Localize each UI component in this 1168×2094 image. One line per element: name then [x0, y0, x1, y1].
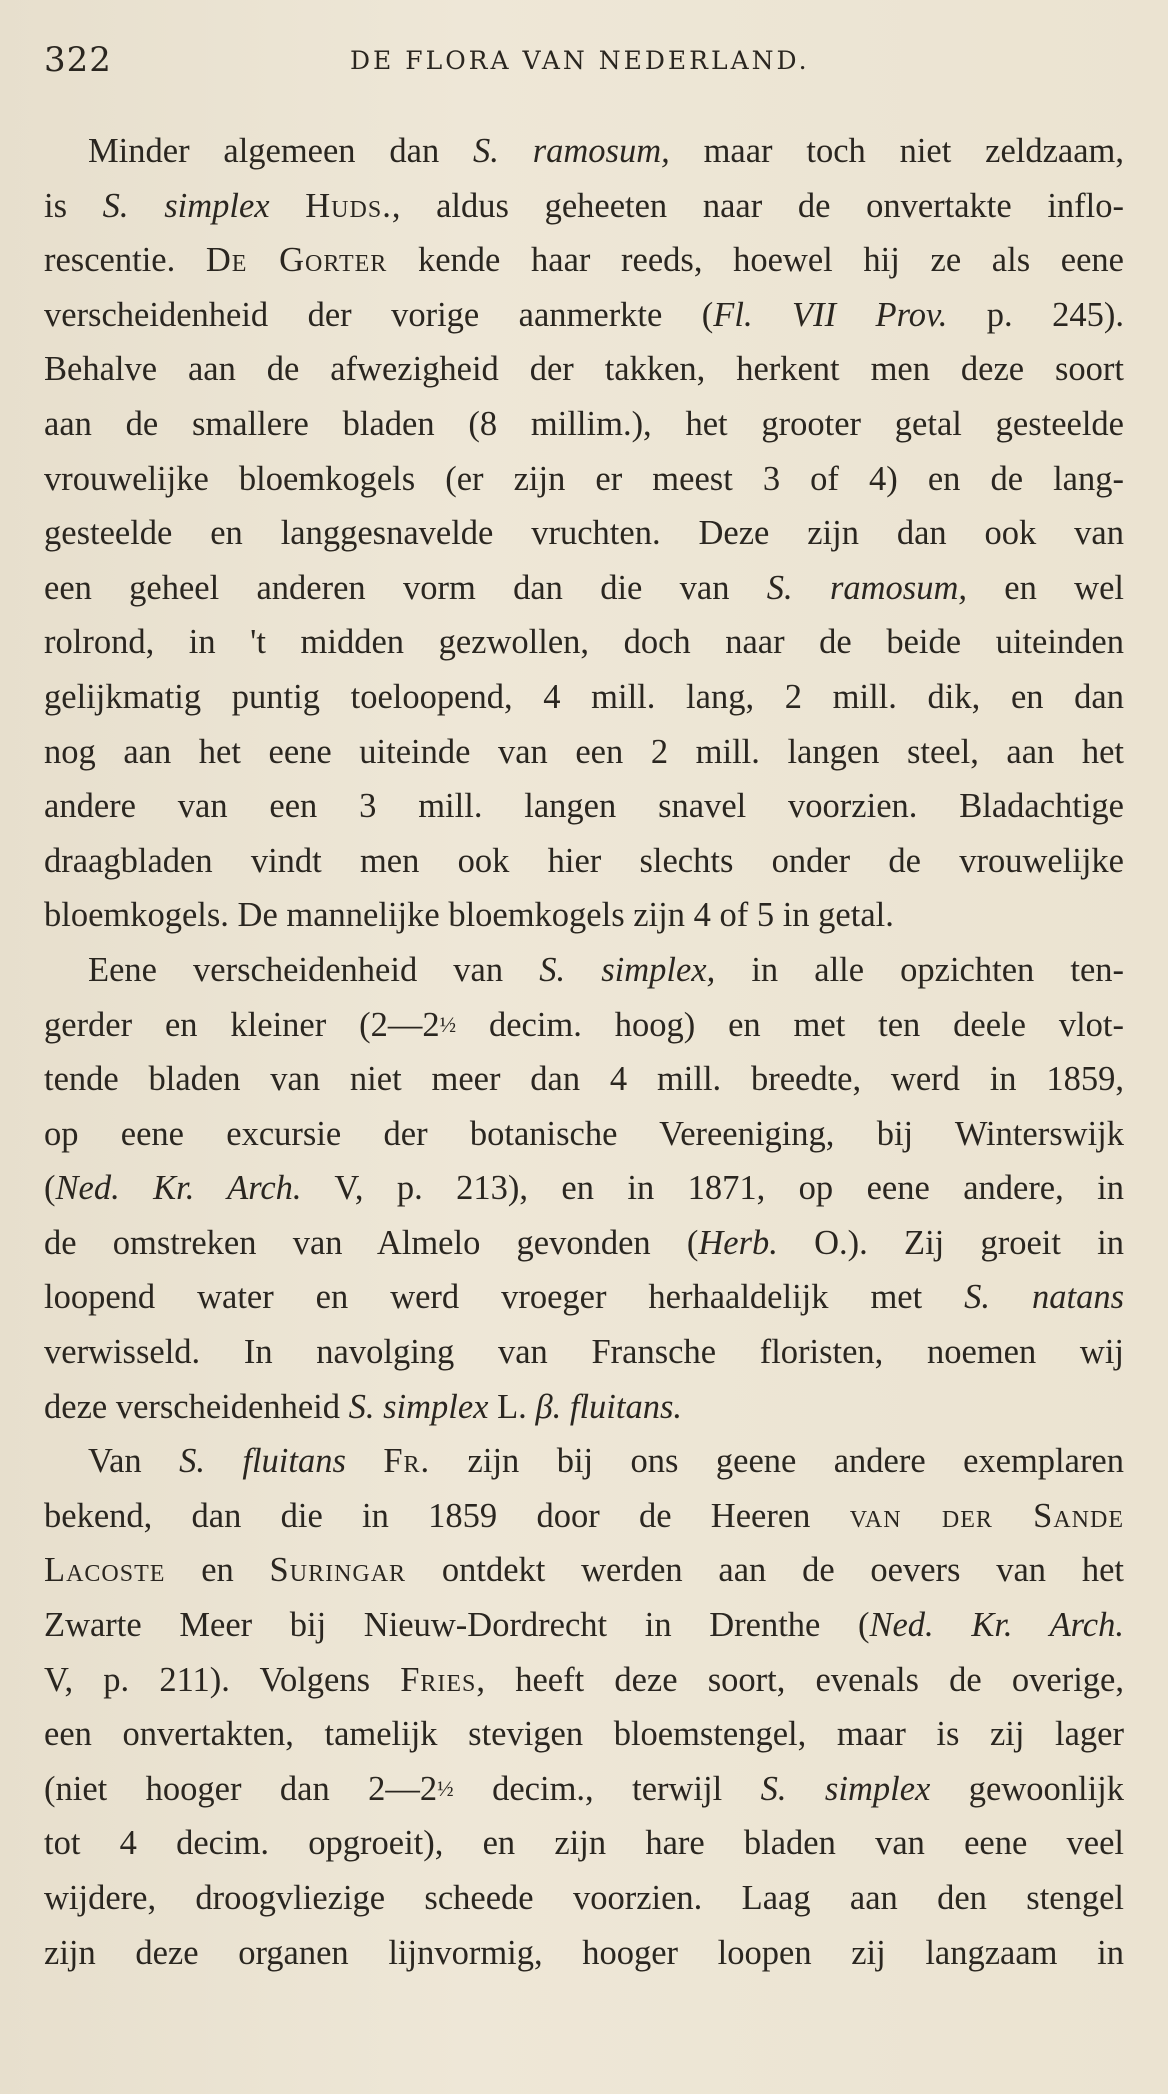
- text-line: vrouwelijke bloemkogels (er zijn er meest 3 of 4) en de lang-: [44, 459, 1124, 498]
- text-line: Behalve aan de afwezigheid der takken, herkent men deze soort: [44, 350, 1124, 389]
- text-line: rescentie. De Gorter kende haar reeds, hoewel hij ze als eene: [44, 241, 1124, 280]
- text-line: verwisseld. In navolging van Fransche floristen, noemen wij: [44, 1333, 1124, 1372]
- text-line: deze verscheidenheid S. simplex L. β. fluitans.: [44, 1387, 683, 1426]
- text-line: aan de smallere bladen (8 millim.), het grooter getal gesteelde: [44, 404, 1124, 443]
- text-line: Minder algemeen dan S. ramosum, maar toch niet zeldzaam,: [88, 132, 1124, 170]
- body-text: [44, 124, 1124, 1980]
- text-line: V, p. 211). Volgens Fries, heeft deze soort, evenals de overige,: [44, 1660, 1124, 1699]
- text-line: loopend water en werd vroeger herhaaldelijk met S. natans: [44, 1278, 1124, 1317]
- text-line: bekend, dan die in 1859 door de Heeren van der Sande: [44, 1496, 1124, 1535]
- text-line: tot 4 decim. opgroeit), en zijn hare bladen van eene veel: [44, 1824, 1124, 1863]
- text-line: tende bladen van niet meer dan 4 mill. breedte, werd in 1859,: [44, 1060, 1124, 1099]
- text-line: gesteelde en langgesnavelde vruchten. Deze zijn dan ook van: [44, 514, 1124, 553]
- text-line: wijdere, droogvliezige scheede voorzien. Laag aan den stengel: [44, 1879, 1124, 1917]
- text-line: gelijkmatig puntig toeloopend, 4 mill. lang, 2 mill. dik, en dan: [44, 677, 1124, 716]
- text-line: een onvertakten, tamelijk stevigen bloemstengel, maar is zij lager: [44, 1715, 1124, 1754]
- text-line: draagbladen vindt men ook hier slechts onder de vrouwelijke: [44, 841, 1124, 880]
- text-line: (Ned. Kr. Arch. V, p. 213), en in 1871, op eene andere, in: [44, 1169, 1124, 1208]
- text-line: Van S. fluitans Fr. zijn bij ons geene andere exemplaren: [88, 1442, 1124, 1481]
- text-line: de omstreken van Almelo gevonden (Herb. O.). Zij groeit in: [44, 1223, 1124, 1262]
- text-line: nog aan het eene uiteinde van een 2 mill. langen steel, aan het: [44, 732, 1124, 771]
- text-line: verscheidenheid der vorige aanmerkte (Fl. VII Prov. p. 245).: [44, 295, 1124, 334]
- text-line: rolrond, in 't midden gezwollen, doch naar de beide uiteinden: [44, 623, 1124, 662]
- text-line: zijn deze organen lijnvormig, hooger loopen zij langzaam in: [44, 1933, 1124, 1972]
- text-line: Eene verscheidenheid van S. simplex, in alle opzichten ten-: [88, 950, 1124, 989]
- text-line: bloemkogels. De mannelijke bloemkogels zijn 4 of 5 in getal.: [44, 896, 894, 935]
- text-line: Lacoste en Suringar ontdekt werden aan de oevers van het: [44, 1551, 1124, 1590]
- text-line: gerder en kleiner (2—2½ decim. hoog) en met ten deele vlot-: [44, 1005, 1124, 1044]
- page-header: [44, 40, 1108, 80]
- text-line: (niet hooger dan 2—2½ decim., terwijl S. simplex gewoonlijk: [44, 1769, 1124, 1808]
- running-head: DE FLORA VAN NEDERLAND.: [350, 46, 810, 75]
- text-line: is S. simplex Huds., aldus geheeten naar de onvertakte inflo-: [44, 186, 1124, 225]
- text-line: op eene excursie der botanische Vereeniging, bij Winterswijk: [44, 1114, 1124, 1153]
- text-line: Zwarte Meer bij Nieuw-Dordrecht in Drenthe (Ned. Kr. Arch.: [44, 1606, 1124, 1645]
- text-line: een geheel anderen vorm dan die van S. ramosum, en wel: [44, 568, 1124, 607]
- page-number: 322: [44, 40, 112, 80]
- text-line: andere van een 3 mill. langen snavel voorzien. Bladachtige: [44, 787, 1124, 826]
